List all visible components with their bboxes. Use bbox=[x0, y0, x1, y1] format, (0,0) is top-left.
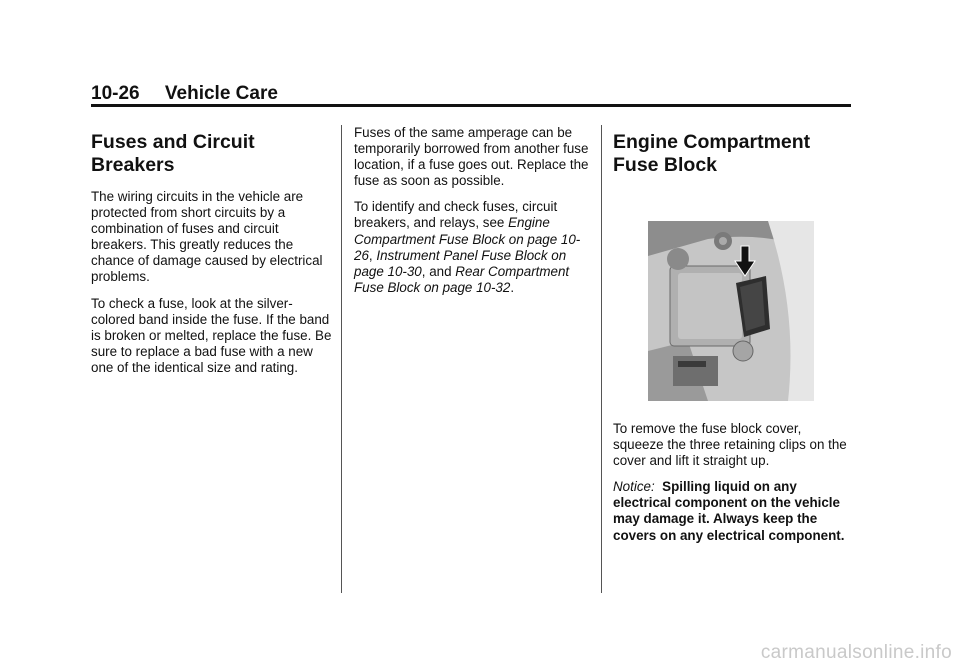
text: , and bbox=[421, 263, 456, 279]
cross-reference-link[interactable]: Rear Compartment Fuse Block on page 10-32 bbox=[354, 263, 570, 295]
heading-line: Fuses and Circuit bbox=[91, 131, 255, 153]
heading-line: Engine Compartment bbox=[613, 131, 811, 153]
text: , bbox=[368, 247, 377, 263]
watermark: carmanualsonline.info bbox=[760, 642, 952, 663]
paragraph bbox=[354, 199, 596, 296]
column-3 bbox=[613, 125, 855, 554]
section-heading bbox=[91, 131, 333, 177]
paragraph: The wiring circuits in the vehicle are protected from short circuits by a combination of fuses and circuit breakers. This greatly reduces the chance of damage caused by electrical problems. bbox=[91, 189, 323, 285]
column-2 bbox=[354, 125, 596, 306]
text: To identify and check fuses, circuit breakers, and relays, see bbox=[354, 199, 558, 231]
engine-compartment-photo bbox=[648, 221, 814, 401]
page-header bbox=[91, 83, 851, 105]
notice-text: Spilling liquid on any electrical component on the vehicle may damage it. Always keep the covers on any electrical component. bbox=[613, 479, 845, 543]
column-divider bbox=[601, 125, 602, 593]
notice-paragraph bbox=[613, 479, 855, 543]
paragraph: To remove the fuse block cover, squeeze the three retaining clips on the cover and lift it straight up. bbox=[613, 421, 847, 469]
heading-line: Fuse Block bbox=[613, 154, 718, 176]
text: . bbox=[510, 279, 515, 295]
column-1 bbox=[91, 125, 333, 386]
paragraph: Fuses of the same amperage can be temporarily borrowed from another fuse location, if a fuse goes out. Replace the fuse as soon as possible. bbox=[354, 125, 589, 189]
notice-label: Notice: bbox=[613, 479, 655, 495]
paragraph: To check a fuse, look at the silver-colored band inside the fuse. If the band is broken or melted, replace the fuse. Be sure to replace a bad fuse with a new one of the identical size and rating. bbox=[91, 295, 332, 375]
page-number: 10-26 bbox=[91, 83, 140, 104]
header-rule bbox=[91, 104, 851, 107]
cross-reference-link[interactable]: Instrument Panel Fuse Block on page 10-30 bbox=[354, 247, 567, 279]
cross-reference-link[interactable]: Engine Compartment Fuse Block on page 10-26 bbox=[354, 215, 581, 263]
heading-line: Breakers bbox=[91, 154, 175, 176]
section-title: Vehicle Care bbox=[164, 83, 278, 104]
column-divider bbox=[341, 125, 342, 593]
section-heading bbox=[613, 131, 855, 177]
